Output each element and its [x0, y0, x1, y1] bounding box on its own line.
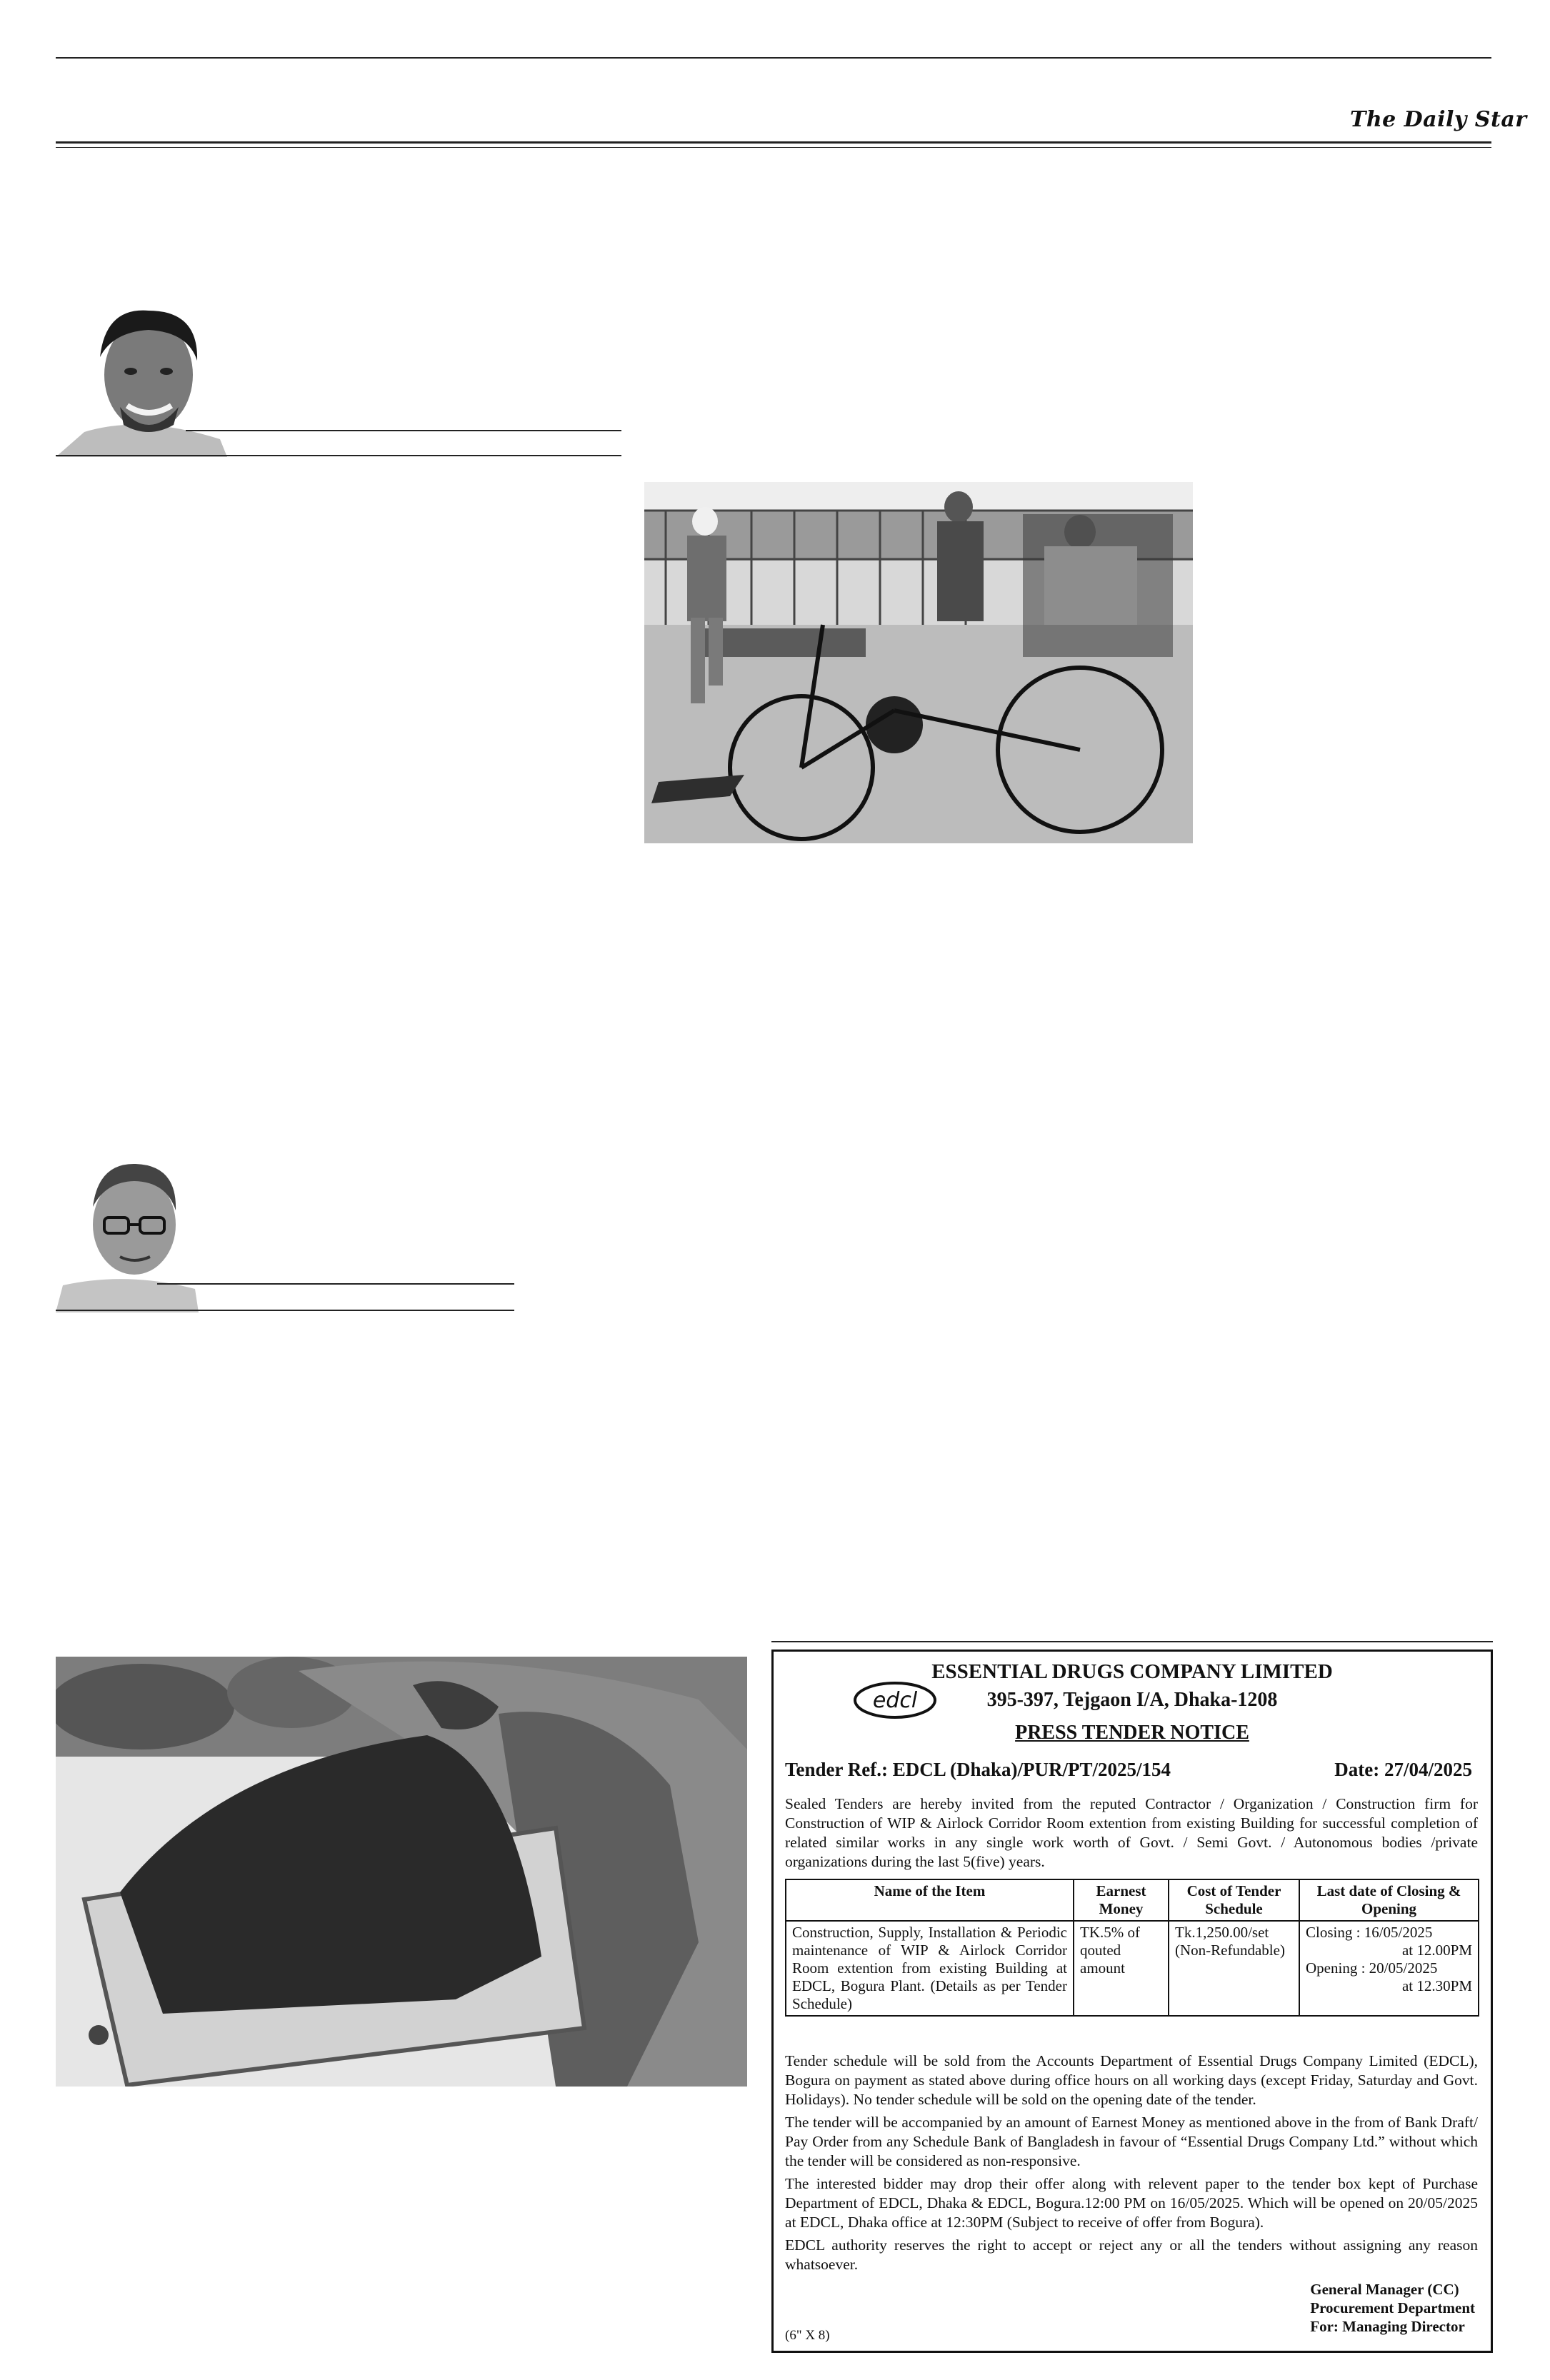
dates-cell: [1299, 1921, 1479, 2016]
header-item: Name of the Item: [786, 1879, 1074, 1921]
table-row: [786, 1921, 1479, 2016]
header-earnest: Earnest Money: [1074, 1879, 1169, 1921]
closing-label: Closing :: [1306, 1924, 1361, 1941]
opening-time: at 12.30PM: [1401, 1977, 1472, 1994]
tender-notice: [771, 1650, 1493, 2353]
bidder-paragraph: The interested bidder may drop their offer along with relevent paper to the tender box kept of Purchase Department of EDCL, Dhaka & EDCL, Bogura.12:00 PM on 16/05/2025. Which will be opened on 20/05/2025 at EDCL, Dhaka office at 12:30PM (Subject to receive of offer from Bogura).: [785, 2175, 1478, 2231]
signature-line-2: Procurement Department: [1310, 2299, 1475, 2316]
header-rule-thin: [56, 147, 1491, 148]
signature-block: [1310, 2280, 1475, 2336]
intro-paragraph: Sealed Tenders are hereby invited from the reputed Contractor / Organization / Construction firm for Construction of WIP & Airlock Corridor Room extention from existing Building for successful completion of related similar works in any single work worth of Govt. / Semi Govt. / Autonomous bodies /private organizations during the last 5(five) years.: [785, 1795, 1478, 1870]
top-rule: [56, 57, 1491, 59]
opening-label: Opening :: [1306, 1959, 1366, 1977]
tender-date: Date: 27/04/2025: [1334, 1759, 1472, 1780]
schedule-paragraph: Tender schedule will be sold from the Accounts Department of Essential Drugs Company Limited (EDCL), Bogura on payment as stated above during office hours on all working days (except Friday, Saturday and Govt. Holidays). No tender schedule will be sold on the opening date of the tender.: [785, 2052, 1478, 2108]
columnist-one-photo: [56, 293, 227, 457]
closing-date: 16/05/2025: [1364, 1924, 1433, 1941]
item-cell: Construction, Supply, Installation & Periodic maintenance of WIP & Airlock Corridor Room extention from existing Building at EDCL, Bogura Plant. (Details as per Tender Schedule): [786, 1921, 1074, 2016]
header-cost: Cost of Tender Schedule: [1169, 1879, 1299, 1921]
closing-time: at 12.00PM: [1401, 1942, 1472, 1959]
signature-line-1: General Manager (CC): [1310, 2281, 1459, 2298]
header-dates: Last date of Closing & Opening: [1299, 1879, 1479, 1921]
byline-rule-1b: [56, 455, 621, 456]
byline-rule-2a: [157, 1283, 514, 1285]
masthead-logo: The Daily Star: [1350, 107, 1527, 132]
byline-rule-1a: [186, 430, 621, 431]
notice-heading: PRESS TENDER NOTICE: [1015, 1722, 1249, 1744]
opening-date: 20/05/2025: [1369, 1959, 1438, 1977]
earnest-cell: TK.5% of qouted amount: [1074, 1921, 1169, 2016]
columnist-two-photo: [56, 1157, 199, 1312]
soil-photo: [56, 1657, 747, 2087]
header-rule-thick: [56, 141, 1491, 144]
signature-line-3: For: Managing Director: [1310, 2318, 1465, 2335]
byline-rule-2b: [56, 1310, 514, 1311]
reservation-paragraph: EDCL authority reserves the right to accept or reject any or all the tenders without assigning any reason whatsoever.: [785, 2236, 1478, 2273]
ad-size: (6" X 8): [785, 2328, 830, 2343]
company-name: ESSENTIAL DRUGS COMPANY LIMITED: [931, 1660, 1333, 1683]
earnest-paragraph: The tender will be accompanied by an amount of Earnest Money as mentioned above in the from of Bank Draft/ Pay Order from any Schedule Bank of Bangladesh in favour of “Essential Drugs Company Ltd.” without which the tender will be considered as non-responsive.: [785, 2114, 1478, 2169]
cost-cell: Tk.1,250.00/set (Non-Refundable): [1169, 1921, 1299, 2016]
rickshaw-photo: [644, 482, 1193, 843]
tender-table: [785, 1879, 1479, 2017]
company-address: 395-397, Tejgaon I/A, Dhaka-1208: [986, 1689, 1278, 1711]
tender-ref: Tender Ref.: EDCL (Dhaka)/PUR/PT/2025/154: [785, 1759, 1171, 1780]
notice-frame-top: [771, 1641, 1493, 1642]
svg-text:edcl: edcl: [872, 1688, 918, 1713]
